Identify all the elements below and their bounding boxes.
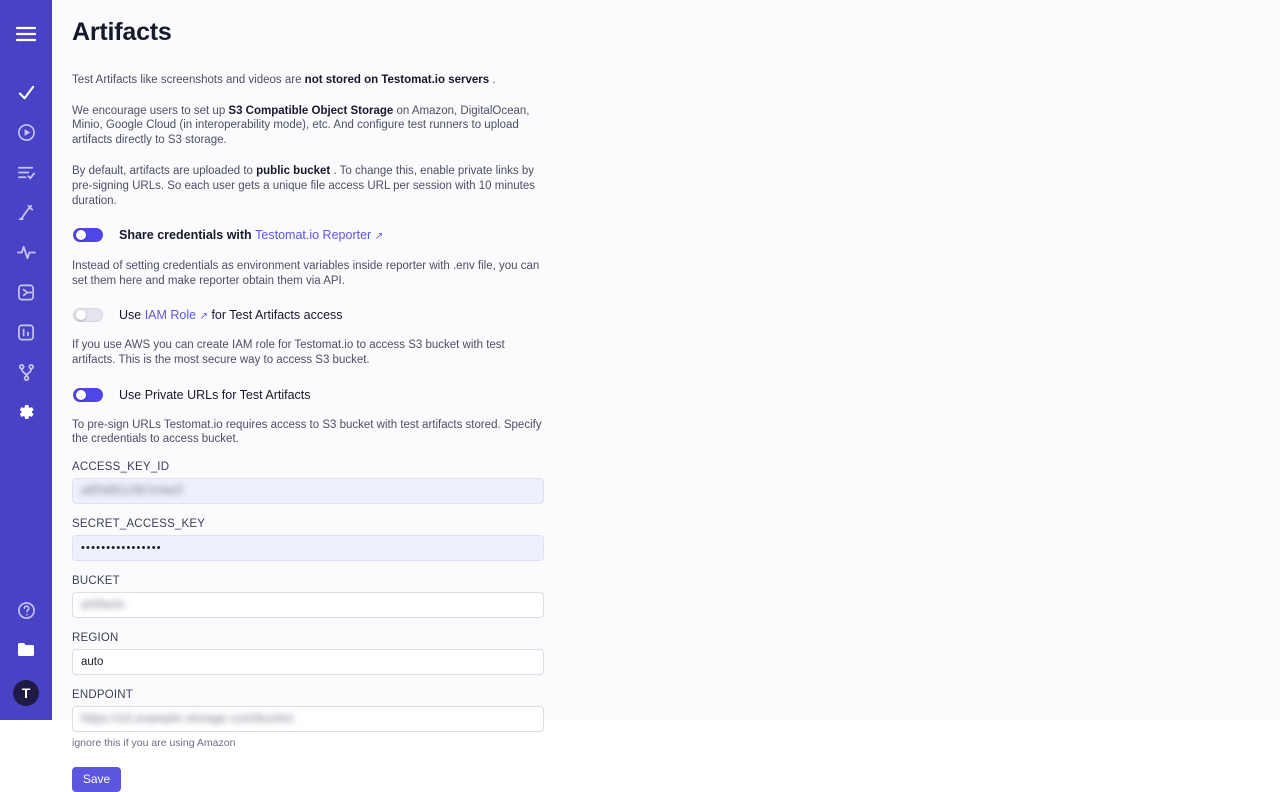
iam-role-row[interactable] — [72, 304, 572, 326]
secret-access-key-label: SECRET_ACCESS_KEY — [72, 517, 206, 530]
iam-role-label-post: for Test Artifacts access — [207, 308, 343, 323]
access-key-id-label: ACCESS_KEY_ID — [72, 460, 170, 473]
intro-paragraph-2 — [72, 104, 544, 148]
sidebar-item-plans[interactable] — [6, 152, 46, 192]
sidebar-item-tests[interactable] — [6, 72, 46, 112]
iam-role-label — [119, 308, 343, 322]
toggle-knob — [76, 230, 86, 240]
external-link-icon: ↗ — [199, 311, 208, 323]
intro-1-post: . — [489, 74, 496, 86]
sidebar-item-runs[interactable] — [6, 112, 46, 152]
testomat-reporter-link[interactable] — [255, 228, 383, 242]
private-urls-row[interactable] — [72, 384, 572, 406]
sidebar-item-activity[interactable] — [6, 232, 46, 272]
artifacts-settings-panel — [72, 0, 572, 792]
page-title: Artifacts — [72, 18, 172, 46]
save-button[interactable]: Save — [72, 767, 121, 792]
intro-paragraph-1 — [72, 73, 552, 88]
field-endpoint — [72, 689, 572, 749]
intro-2-pre: We encourage users to set up — [72, 104, 229, 117]
folder-icon[interactable] — [6, 630, 46, 670]
endpoint-input[interactable] — [72, 706, 544, 732]
share-credentials-label — [119, 228, 383, 242]
endpoint-value: https://s3.example-storage.com/bucket — [81, 712, 294, 725]
endpoint-label: ENDPOINT — [72, 688, 134, 701]
region-input[interactable] — [72, 649, 544, 675]
secret-access-key-value: •••••••••••••••• — [81, 541, 162, 554]
bucket-value: artifacts — [81, 598, 125, 611]
private-urls-toggle[interactable] — [73, 388, 103, 402]
sidebar — [0, 0, 52, 720]
access-key-id-input[interactable] — [72, 478, 544, 504]
private-urls-label: Use Private URLs for Test Artifacts — [119, 387, 311, 402]
bucket-input[interactable] — [72, 592, 544, 618]
field-access-key-id — [72, 461, 572, 504]
intro-2-post: on Amazon, DigitalOcean, Minio, Google Cloud (in interoperability mode), etc. And configure test runners to upload artifacts directly to S3 storage. — [72, 104, 530, 146]
field-secret-access-key — [72, 518, 572, 561]
intro-3-pre: By default, artifacts are uploaded to — [72, 165, 257, 178]
private-urls-description: To pre-sign URLs Testomat.io requires access to S3 bucket with test artifacts stored. Specify the credentials to access bucket. — [72, 418, 542, 446]
intro-1-pre: Test Artifacts like screenshots and videos are — [72, 74, 305, 86]
brand-logo[interactable]: T — [13, 680, 39, 706]
iam-role-toggle[interactable] — [73, 308, 103, 322]
intro-1-bold: not stored on Testomat.io servers — [304, 74, 490, 86]
iam-role-link-text: IAM Role — [144, 308, 197, 323]
secret-access-key-input[interactable] — [72, 535, 544, 561]
sidebar-item-labs[interactable] — [6, 192, 46, 232]
iam-role-label-pre: Use — [119, 308, 145, 323]
bucket-label: BUCKET — [72, 574, 120, 587]
toggle-knob — [76, 310, 86, 320]
endpoint-hint: ignore this if you are using Amazon — [72, 736, 236, 749]
share-credentials-label-text: Share credentials with — [119, 228, 256, 243]
iam-role-link[interactable] — [145, 308, 208, 322]
hamburger-icon[interactable] — [6, 14, 46, 54]
access-key-id-value: a8f3d91c0b7e4a2f — [81, 484, 183, 497]
region-value: auto — [81, 655, 104, 668]
external-link-icon: ↗ — [374, 231, 384, 243]
sidebar-item-import[interactable] — [6, 272, 46, 312]
intro-3-bold: public bucket — [256, 165, 331, 178]
sidebar-item-settings[interactable] — [6, 392, 46, 432]
share-credentials-description: Instead of setting credentials as environment variables inside reporter with .env file, you can set them here and make reporter obtain them via API. — [72, 260, 540, 287]
question-circle-icon[interactable] — [6, 590, 46, 630]
sidebar-item-analytics[interactable] — [6, 312, 46, 352]
intro-2-bold: S3 Compatible Object Storage — [228, 104, 394, 117]
field-bucket — [72, 575, 572, 618]
reporter-link-text: Testomat.io Reporter — [255, 228, 372, 243]
iam-role-description: If you use AWS you can create IAM role for Testomat.io to access S3 bucket with test artifacts. This is the most secure way to access S3 bucket. — [72, 339, 505, 366]
intro-paragraph-3 — [72, 164, 544, 208]
sidebar-item-branches[interactable] — [6, 352, 46, 392]
share-credentials-toggle[interactable] — [73, 228, 103, 242]
intro-3-post: . To change this, enable private links by pre-signing URLs. So each user gets a unique file access URL per session with 10 minutes duration. — [72, 165, 536, 207]
field-region — [72, 632, 572, 675]
main-content — [52, 0, 1280, 787]
share-credentials-row[interactable] — [72, 224, 572, 246]
region-label: REGION — [72, 631, 119, 644]
toggle-knob — [76, 390, 86, 400]
